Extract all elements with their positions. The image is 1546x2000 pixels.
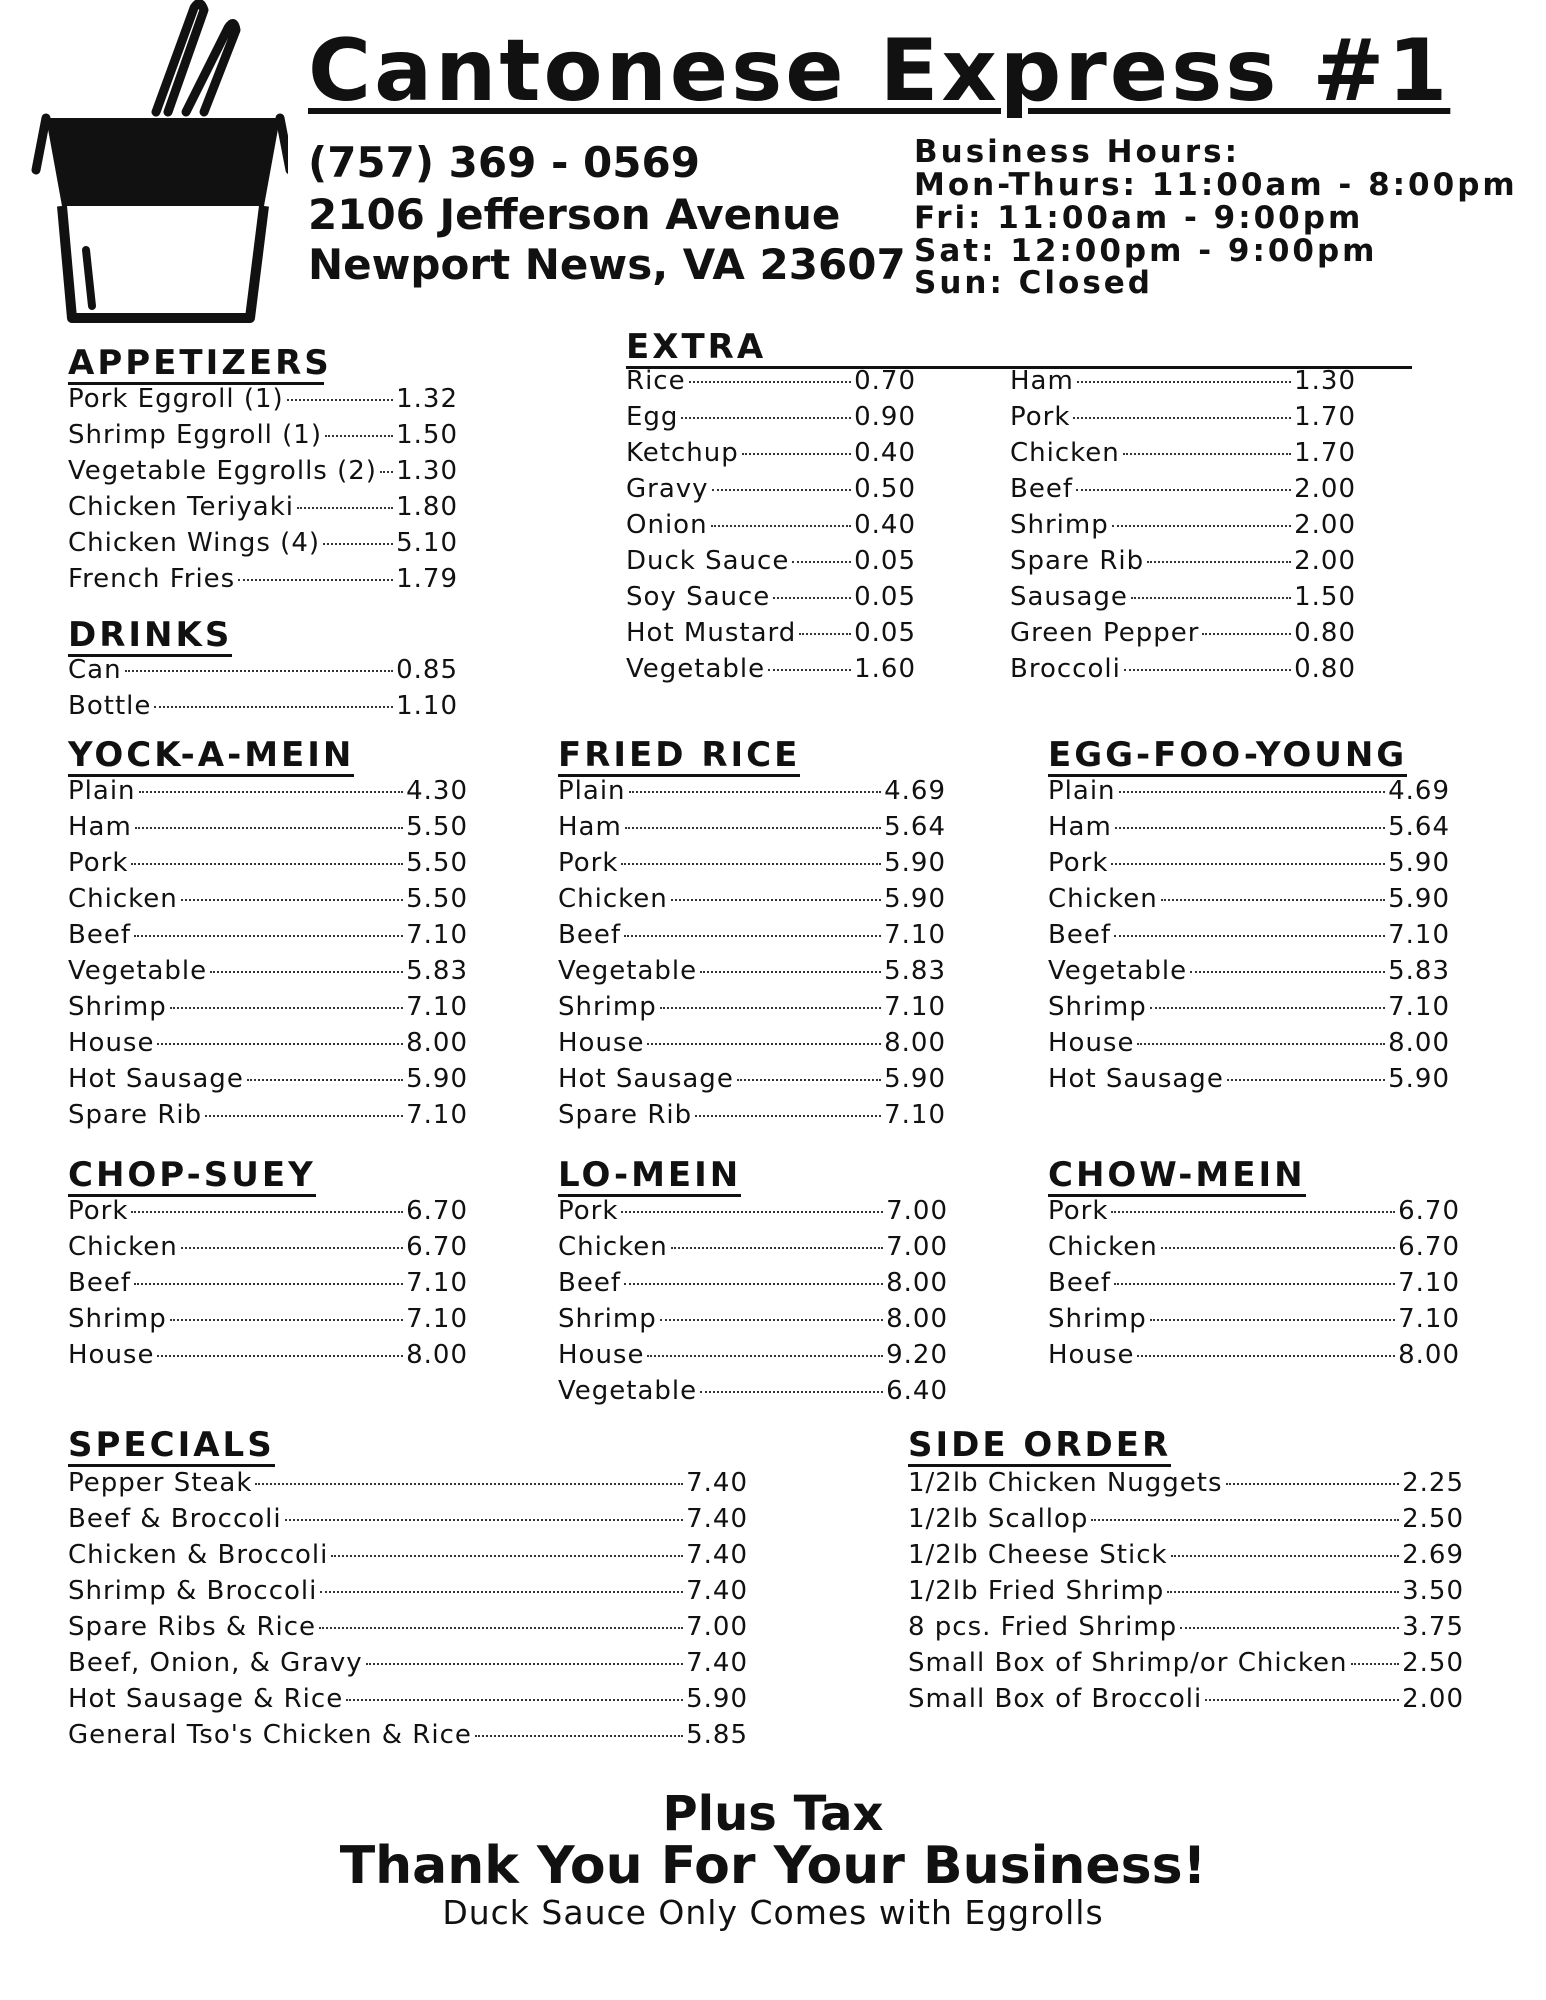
item-name: Small Box of Broccoli: [908, 1684, 1203, 1714]
item-name: Pork Eggroll (1): [68, 384, 284, 414]
item-price: 1.60: [854, 654, 916, 684]
list-item: [626, 510, 916, 546]
item-price: 4.69: [1388, 776, 1450, 806]
list-item: [68, 1268, 468, 1304]
item-price: 1.32: [396, 384, 458, 414]
list-item: [1048, 1340, 1460, 1376]
list-item: [558, 1376, 948, 1412]
item-name: 1/2lb Scallop: [908, 1504, 1089, 1534]
item-name: Pork: [558, 848, 619, 878]
hours-sun: Sun: Closed: [914, 265, 1153, 301]
list-item: [1010, 582, 1356, 618]
list-item: [68, 1468, 748, 1504]
list-item: [1048, 1268, 1460, 1304]
item-price: 1.50: [1294, 582, 1356, 612]
hours-mon-thurs: Mon-Thurs: 11:00am - 8:00pm: [914, 167, 1518, 203]
item-price: 0.40: [854, 510, 916, 540]
item-name: Can: [68, 655, 122, 685]
list-item: [626, 366, 916, 402]
chop-suey-list: [68, 1196, 468, 1376]
item-name: 1/2lb Fried Shrimp: [908, 1576, 1165, 1606]
list-item: [68, 1100, 468, 1136]
item-name: 1/2lb Chicken Nuggets: [908, 1468, 1223, 1498]
item-price: 2.00: [1294, 546, 1356, 576]
business-hours-title: Business Hours:: [914, 134, 1241, 170]
item-name: Shrimp: [1010, 510, 1109, 540]
item-name: Beef: [558, 1268, 621, 1298]
item-price: 7.10: [1398, 1268, 1460, 1298]
item-price: 5.10: [396, 528, 458, 558]
list-item: [908, 1504, 1464, 1540]
item-price: 1.10: [396, 691, 458, 721]
list-item: [558, 1064, 946, 1100]
list-item: [558, 1304, 948, 1340]
item-name: Vegetable: [558, 1376, 698, 1406]
item-name: Vegetable: [558, 956, 698, 986]
lo-mein-list: [558, 1196, 948, 1412]
fried-rice-heading: FRIED RICE: [558, 735, 801, 775]
item-price: 8.00: [886, 1268, 948, 1298]
list-item: [558, 1268, 948, 1304]
item-name: Shrimp: [68, 1304, 167, 1334]
item-price: 8.00: [406, 1028, 468, 1058]
item-name: Gravy: [626, 474, 709, 504]
drinks-heading: DRINKS: [68, 615, 233, 655]
list-item: [558, 884, 946, 920]
list-item: [68, 920, 468, 956]
list-item: [558, 848, 946, 884]
list-item: [558, 920, 946, 956]
item-price: 5.90: [686, 1684, 748, 1714]
list-item: [68, 956, 468, 992]
item-name: Hot Sausage: [1048, 1064, 1224, 1094]
item-name: General Tso's Chicken & Rice: [68, 1720, 472, 1750]
item-price: 5.64: [1388, 812, 1450, 842]
item-price: 0.70: [854, 366, 916, 396]
item-price: 5.50: [406, 812, 468, 842]
item-name: Shrimp: [558, 992, 657, 1022]
item-price: 7.00: [886, 1232, 948, 1262]
item-price: 7.10: [884, 920, 946, 950]
item-price: 5.90: [1388, 1064, 1450, 1094]
list-item: [1010, 546, 1356, 582]
item-name: Vegetable Eggrolls (2): [68, 456, 377, 486]
list-item: [68, 528, 458, 564]
item-name: Ham: [1010, 366, 1074, 396]
item-name: Hot Sausage & Rice: [68, 1684, 344, 1714]
chop-suey-heading: CHOP-SUEY: [68, 1155, 316, 1195]
list-item: [68, 1612, 748, 1648]
item-price: 0.50: [854, 474, 916, 504]
list-item: [1048, 848, 1450, 884]
egg-foo-young-heading: EGG-FOO-YOUNG: [1048, 735, 1408, 775]
item-price: 7.10: [1398, 1304, 1460, 1334]
item-price: 1.70: [1294, 402, 1356, 432]
item-name: Vegetable: [68, 956, 208, 986]
item-price: 5.85: [686, 1720, 748, 1750]
item-price: 5.83: [884, 956, 946, 986]
item-price: 8.00: [1398, 1340, 1460, 1370]
list-item: [1048, 992, 1450, 1028]
item-price: 2.00: [1294, 510, 1356, 540]
item-name: Beef: [558, 920, 621, 950]
item-name: Sausage: [1010, 582, 1128, 612]
extra-heading: EXTRA: [626, 330, 1412, 369]
item-name: Shrimp: [68, 992, 167, 1022]
item-name: Shrimp Eggroll (1): [68, 420, 322, 450]
item-price: 6.70: [406, 1232, 468, 1262]
list-item: [68, 1196, 468, 1232]
list-item: [1010, 438, 1356, 474]
chow-mein-heading: CHOW-MEIN: [1048, 1155, 1306, 1195]
city-address: Newport News, VA 23607: [308, 240, 906, 289]
item-name: French Fries: [68, 564, 236, 594]
item-name: Vegetable: [1048, 956, 1188, 986]
side-order-list: [908, 1468, 1464, 1720]
list-item: [626, 654, 916, 690]
item-name: Chicken: [558, 1232, 668, 1262]
restaurant-title: Cantonese Express #1: [308, 21, 1451, 121]
item-price: 1.79: [396, 564, 458, 594]
item-name: Chicken: [1048, 1232, 1158, 1262]
item-name: Bottle: [68, 691, 152, 721]
list-item: [68, 848, 468, 884]
item-price: 7.10: [884, 992, 946, 1022]
list-item: [68, 776, 468, 812]
item-name: Pork: [68, 848, 129, 878]
item-name: Shrimp: [1048, 1304, 1147, 1334]
specials-heading: SPECIALS: [68, 1425, 275, 1465]
item-price: 0.40: [854, 438, 916, 468]
item-price: 7.10: [406, 992, 468, 1022]
item-price: 5.90: [406, 1064, 468, 1094]
list-item: [68, 492, 458, 528]
hours-sat: Sat: 12:00pm - 9:00pm: [914, 233, 1378, 269]
list-item: [626, 438, 916, 474]
item-name: Shrimp: [1048, 992, 1147, 1022]
item-name: Plain: [1048, 776, 1116, 806]
drinks-list: [68, 655, 458, 727]
hours-fri: Fri: 11:00am - 9:00pm: [914, 200, 1364, 236]
item-name: Soy Sauce: [626, 582, 771, 612]
appetizers-heading: APPETIZERS: [68, 343, 332, 383]
item-price: 5.90: [1388, 884, 1450, 914]
list-item: [1048, 1232, 1460, 1268]
item-price: 5.50: [406, 884, 468, 914]
list-item: [68, 384, 458, 420]
item-price: 7.40: [686, 1540, 748, 1570]
list-item: [908, 1612, 1464, 1648]
item-name: 1/2lb Cheese Stick: [908, 1540, 1168, 1570]
thank-you-message: Thank You For Your Business!: [339, 1836, 1207, 1896]
item-price: 7.10: [1388, 920, 1450, 950]
item-price: 1.80: [396, 492, 458, 522]
item-name: Ham: [68, 812, 132, 842]
item-name: Beef, Onion, & Gravy: [68, 1648, 363, 1678]
item-price: 7.10: [406, 920, 468, 950]
specials-list: [68, 1468, 748, 1756]
item-name: 8 pcs. Fried Shrimp: [908, 1612, 1178, 1642]
list-item: [1048, 1064, 1450, 1100]
egg-foo-young-list: [1048, 776, 1450, 1100]
item-name: Beef: [68, 920, 131, 950]
item-price: 0.80: [1294, 654, 1356, 684]
list-item: [1048, 1304, 1460, 1340]
list-item: [68, 812, 468, 848]
item-price: 6.40: [886, 1376, 948, 1406]
list-item: [68, 992, 468, 1028]
lo-mein-heading: LO-MEIN: [558, 1155, 742, 1195]
item-price: 9.20: [886, 1340, 948, 1370]
item-name: Ham: [558, 812, 622, 842]
item-name: Chicken: [1010, 438, 1120, 468]
item-price: 7.40: [686, 1648, 748, 1678]
list-item: [908, 1540, 1464, 1576]
item-name: Rice: [626, 366, 686, 396]
duck-sauce-note: Duck Sauce Only Comes with Eggrolls: [442, 1893, 1104, 1932]
list-item: [68, 1648, 748, 1684]
list-item: [1010, 474, 1356, 510]
item-name: Pork: [1010, 402, 1071, 432]
list-item: [68, 564, 458, 600]
item-name: Ketchup: [626, 438, 739, 468]
item-price: 0.05: [854, 546, 916, 576]
item-name: Chicken Teriyaki: [68, 492, 294, 522]
list-item: [1010, 402, 1356, 438]
list-item: [1010, 510, 1356, 546]
item-name: House: [1048, 1340, 1135, 1370]
item-price: 5.83: [1388, 956, 1450, 986]
item-name: Shrimp & Broccoli: [68, 1576, 318, 1606]
list-item: [1048, 1028, 1450, 1064]
item-price: 0.80: [1294, 618, 1356, 648]
item-name: Beef: [1048, 920, 1111, 950]
item-name: Broccoli: [1010, 654, 1121, 684]
list-item: [558, 1100, 946, 1136]
item-price: 3.50: [1402, 1576, 1464, 1606]
yock-a-mein-list: [68, 776, 468, 1136]
item-name: House: [68, 1028, 155, 1058]
item-price: 5.83: [406, 956, 468, 986]
item-name: Chicken & Broccoli: [68, 1540, 329, 1570]
item-price: 2.50: [1402, 1504, 1464, 1534]
item-price: 7.00: [686, 1612, 748, 1642]
list-item: [68, 1720, 748, 1756]
item-price: 4.30: [406, 776, 468, 806]
list-item: [1048, 884, 1450, 920]
yock-a-mein-heading: YOCK-A-MEIN: [68, 735, 355, 775]
list-item: [68, 655, 458, 691]
item-price: 7.10: [1388, 992, 1450, 1022]
list-item: [1010, 654, 1356, 690]
item-price: 1.30: [396, 456, 458, 486]
item-name: Chicken: [1048, 884, 1158, 914]
list-item: [68, 1684, 748, 1720]
list-item: [68, 1028, 468, 1064]
item-name: Spare Rib: [68, 1100, 203, 1130]
item-price: 7.40: [686, 1504, 748, 1534]
item-price: 7.10: [406, 1304, 468, 1334]
item-price: 7.40: [686, 1576, 748, 1606]
item-price: 7.10: [884, 1100, 946, 1130]
list-item: [558, 1028, 946, 1064]
list-item: [626, 618, 916, 654]
item-name: Beef: [68, 1268, 131, 1298]
item-price: 0.90: [854, 402, 916, 432]
list-item: [1048, 956, 1450, 992]
item-name: Pepper Steak: [68, 1468, 253, 1498]
street-address: 2106 Jefferson Avenue: [308, 190, 841, 239]
item-name: Pork: [558, 1196, 619, 1226]
item-name: House: [558, 1340, 645, 1370]
list-item: [558, 956, 946, 992]
list-item: [68, 1540, 748, 1576]
item-name: Pork: [1048, 1196, 1109, 1226]
extra-list-left: [626, 366, 916, 690]
item-name: Shrimp: [558, 1304, 657, 1334]
item-price: 0.85: [396, 655, 458, 685]
item-name: Chicken: [68, 884, 178, 914]
list-item: [1048, 1196, 1460, 1232]
item-name: Beef: [1010, 474, 1073, 504]
item-price: 8.00: [886, 1304, 948, 1334]
extra-list-right: [1010, 366, 1356, 690]
item-price: 5.64: [884, 812, 946, 842]
item-price: 6.70: [406, 1196, 468, 1226]
item-price: 5.90: [884, 1064, 946, 1094]
list-item: [908, 1684, 1464, 1720]
item-price: 7.10: [406, 1100, 468, 1130]
fried-rice-list: [558, 776, 946, 1136]
item-price: 7.00: [886, 1196, 948, 1226]
list-item: [626, 402, 916, 438]
item-name: Pork: [1048, 848, 1109, 878]
item-price: 6.70: [1398, 1196, 1460, 1226]
item-name: Beef: [1048, 1268, 1111, 1298]
item-name: Vegetable: [626, 654, 766, 684]
list-item: [68, 1340, 468, 1376]
phone-number: (757) 369 - 0569: [308, 138, 700, 187]
list-item: [68, 1304, 468, 1340]
list-item: [1048, 920, 1450, 956]
item-price: 2.00: [1402, 1684, 1464, 1714]
item-name: Green Pepper: [1010, 618, 1200, 648]
item-name: Chicken Wings (4): [68, 528, 321, 558]
item-price: 5.90: [884, 884, 946, 914]
list-item: [1010, 618, 1356, 654]
item-price: 5.90: [1388, 848, 1450, 878]
item-price: 8.00: [884, 1028, 946, 1058]
side-order-heading: SIDE ORDER: [908, 1425, 1172, 1465]
item-price: 1.30: [1294, 366, 1356, 396]
item-name: Pork: [68, 1196, 129, 1226]
item-price: 4.69: [884, 776, 946, 806]
item-price: 2.69: [1402, 1540, 1464, 1570]
item-name: Spare Rib: [558, 1100, 693, 1130]
list-item: [558, 1196, 948, 1232]
list-item: [68, 691, 458, 727]
list-item: [558, 992, 946, 1028]
item-price: 2.00: [1294, 474, 1356, 504]
list-item: [68, 456, 458, 492]
item-name: Plain: [558, 776, 626, 806]
item-name: House: [558, 1028, 645, 1058]
chow-mein-list: [1048, 1196, 1460, 1376]
item-name: Ham: [1048, 812, 1112, 842]
item-name: Plain: [68, 776, 136, 806]
item-price: 0.05: [854, 582, 916, 612]
item-price: 0.05: [854, 618, 916, 648]
item-price: 1.70: [1294, 438, 1356, 468]
list-item: [558, 1340, 948, 1376]
list-item: [626, 582, 916, 618]
item-name: Egg: [626, 402, 679, 432]
list-item: [1048, 776, 1450, 812]
item-name: Beef & Broccoli: [68, 1504, 282, 1534]
item-price: 7.10: [406, 1268, 468, 1298]
item-name: Small Box of Shrimp/or Chicken: [908, 1648, 1348, 1678]
takeout-box-with-chopsticks-icon: [28, 0, 288, 330]
list-item: [908, 1576, 1464, 1612]
list-item: [1010, 366, 1356, 402]
list-item: [626, 546, 916, 582]
list-item: [68, 1064, 468, 1100]
list-item: [626, 474, 916, 510]
item-name: Chicken: [68, 1232, 178, 1262]
item-name: Duck Sauce: [626, 546, 790, 576]
list-item: [1048, 812, 1450, 848]
list-item: [68, 884, 468, 920]
item-price: 7.40: [686, 1468, 748, 1498]
item-price: 3.75: [1402, 1612, 1464, 1642]
list-item: [908, 1468, 1464, 1504]
item-name: Chicken: [558, 884, 668, 914]
item-price: 2.25: [1402, 1468, 1464, 1498]
plus-tax-note: Plus Tax: [662, 1786, 884, 1842]
item-price: 1.50: [396, 420, 458, 450]
item-name: Onion: [626, 510, 708, 540]
item-price: 8.00: [406, 1340, 468, 1370]
item-name: Spare Rib: [1010, 546, 1145, 576]
list-item: [68, 1504, 748, 1540]
item-price: 8.00: [1388, 1028, 1450, 1058]
list-item: [68, 1232, 468, 1268]
item-name: Hot Mustard: [626, 618, 797, 648]
appetizers-list: [68, 384, 458, 600]
list-item: [558, 776, 946, 812]
item-price: 5.50: [406, 848, 468, 878]
item-name: House: [68, 1340, 155, 1370]
item-name: Spare Ribs & Rice: [68, 1612, 317, 1642]
item-name: Hot Sausage: [558, 1064, 734, 1094]
item-name: Hot Sausage: [68, 1064, 244, 1094]
list-item: [558, 812, 946, 848]
list-item: [68, 420, 458, 456]
list-item: [558, 1232, 948, 1268]
item-price: 5.90: [884, 848, 946, 878]
list-item: [908, 1648, 1464, 1684]
item-price: 2.50: [1402, 1648, 1464, 1678]
item-price: 6.70: [1398, 1232, 1460, 1262]
item-name: House: [1048, 1028, 1135, 1058]
list-item: [68, 1576, 748, 1612]
